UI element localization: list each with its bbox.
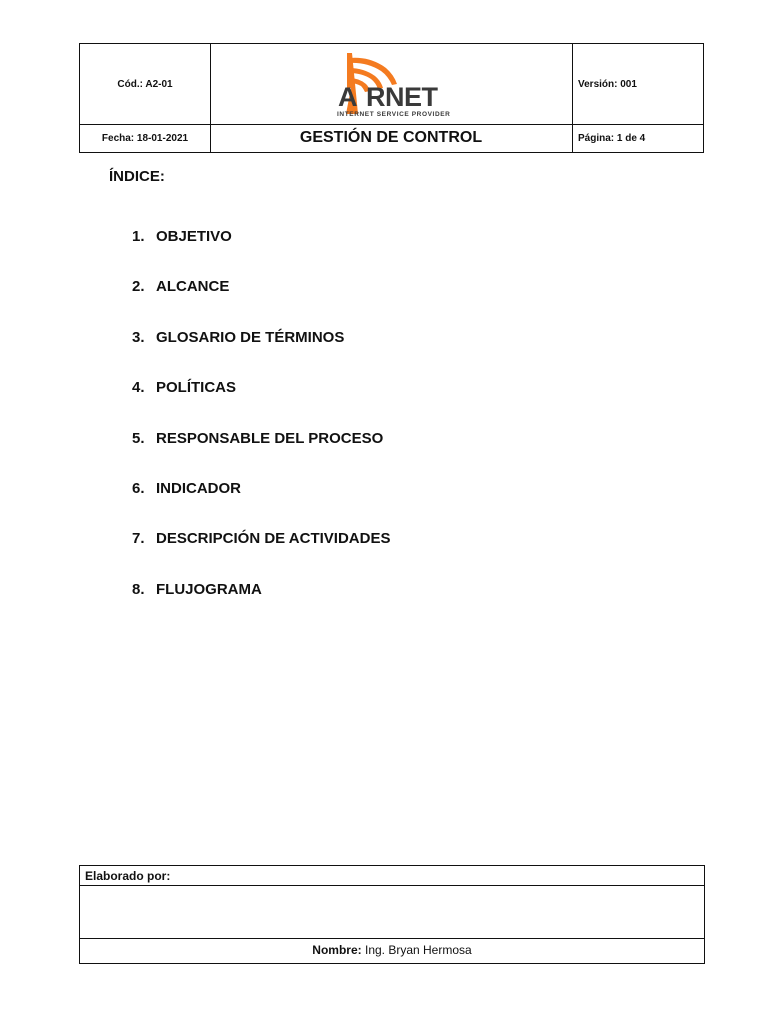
logo-tagline: INTERNET SERVICE PROVIDER: [337, 111, 451, 118]
airnet-logo: [210, 44, 572, 124]
toc-item: 2. ALCANCE: [132, 278, 230, 296]
toc-item: 4. POLÍTICAS: [132, 379, 237, 397]
name-field: [80, 943, 704, 957]
signature-area: [80, 886, 704, 938]
document-title: GESTIÓN DE CONTROL: [299, 129, 483, 146]
prepared-by-label: Elaborado por:: [85, 869, 171, 883]
name-label: Nombre:: [312, 943, 362, 957]
index-title: ÍNDICE:: [109, 168, 165, 185]
table-of-contents: [132, 228, 390, 631]
toc-item: 8. FLUJOGRAMA: [132, 580, 262, 598]
name-value: Ing. Bryan Hermosa: [364, 943, 472, 957]
page-number: Página: 1 de 4: [578, 132, 646, 144]
document-code: Cód.: A2-01: [117, 78, 173, 90]
toc-item: 5. RESPONSABLE DEL PROCESO: [132, 429, 384, 447]
toc-item: 6. INDICADOR: [132, 479, 241, 497]
toc-item: 7. DESCRIPCIÓN DE ACTIVIDADES: [132, 530, 391, 548]
toc-item: 1. OBJETIVO: [132, 228, 232, 245]
logo-word: RNET: [366, 82, 438, 112]
footer-divider: [80, 938, 704, 939]
document-version: Versión: 001: [578, 78, 637, 90]
logo-letter-a: A: [338, 82, 357, 112]
document-date: Fecha: 18-01-2021: [101, 132, 189, 144]
toc-item: 3. GLOSARIO DE TÉRMINOS: [132, 328, 345, 346]
signature-table: [79, 865, 705, 964]
document-header-table: [79, 43, 704, 153]
